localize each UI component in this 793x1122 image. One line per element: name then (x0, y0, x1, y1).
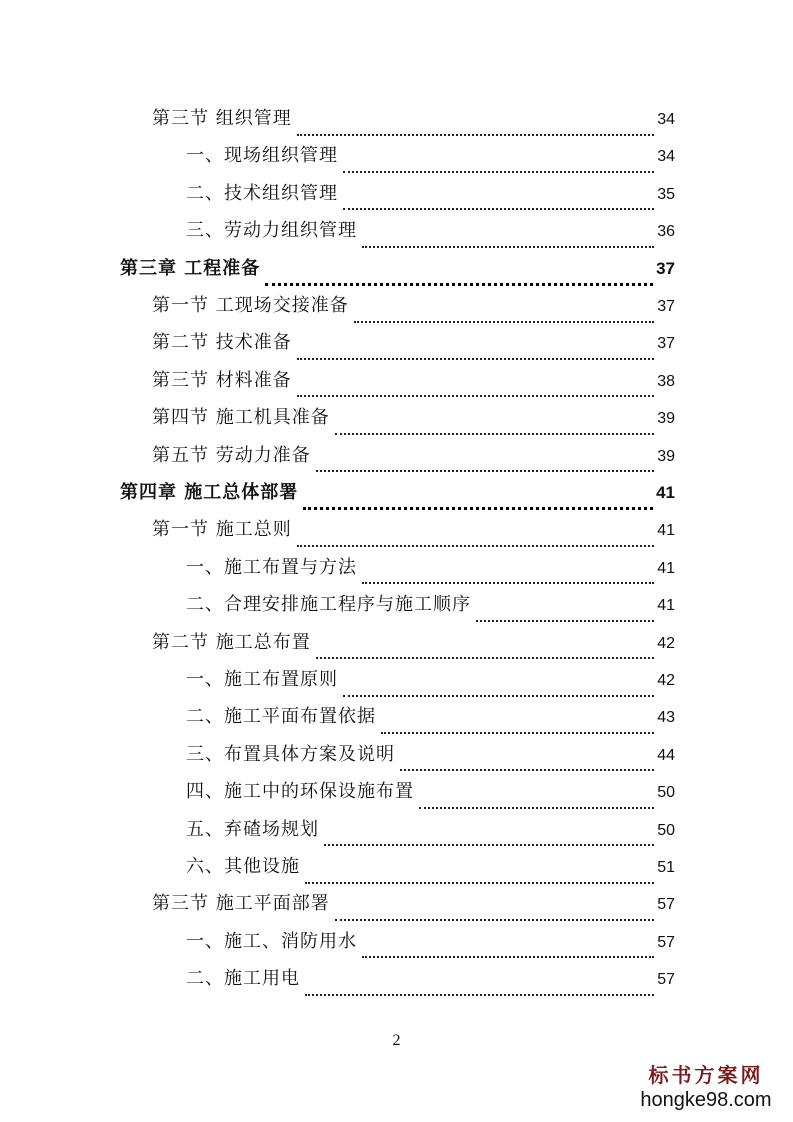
toc-entry-page: 39 (657, 410, 675, 428)
page-number: 2 (392, 1032, 401, 1049)
toc-entry[interactable] (186, 549, 675, 586)
toc-entry-page: 35 (657, 185, 675, 203)
toc-entry[interactable] (120, 474, 675, 511)
toc-entry-label: 一、现场组织管理 (186, 145, 338, 167)
toc-leader-dots (400, 749, 654, 771)
toc-entry-page: 57 (657, 933, 675, 951)
toc-entry-label: 第四节 施工机具准备 (152, 407, 330, 429)
toc-entry-page: 57 (657, 896, 675, 914)
toc-entry-label: 四、施工中的环保设施布置 (186, 781, 414, 803)
toc-leader-dots (419, 787, 654, 809)
toc-leader-dots (316, 637, 654, 659)
watermark-logo (631, 1062, 781, 1112)
watermark-name: 标书方案网 (648, 1063, 764, 1087)
toc-entry-label: 六、其他设施 (186, 856, 300, 877)
toc-entry[interactable] (186, 960, 675, 997)
toc-entry-label: 二、技术组织管理 (186, 182, 338, 204)
toc-leader-dots (343, 675, 654, 697)
watermark-url: hongke98.com (640, 1089, 772, 1111)
toc-entry[interactable] (152, 399, 675, 436)
toc-entry[interactable] (186, 137, 675, 174)
toc-leader-dots (305, 862, 654, 884)
toc-entry[interactable] (152, 885, 675, 922)
toc-leader-dots (305, 974, 654, 996)
toc-entry-page: 42 (657, 634, 675, 652)
toc-entry[interactable] (186, 661, 675, 698)
toc-entry[interactable] (186, 923, 675, 960)
toc-leader-dots (265, 263, 653, 286)
toc-entry-page: 41 (657, 597, 675, 615)
toc-entry[interactable] (186, 736, 675, 773)
toc-leader-dots (476, 600, 654, 622)
toc-entry[interactable] (186, 848, 675, 885)
toc-entry[interactable] (186, 773, 675, 810)
toc-entry-page: 34 (657, 148, 675, 166)
toc-entry[interactable] (120, 250, 675, 287)
toc-entry-label: 一、施工布置与方法 (186, 556, 357, 578)
toc-entry-page: 43 (657, 709, 675, 727)
toc-entry[interactable] (186, 212, 675, 249)
toc-entry[interactable] (186, 586, 675, 623)
toc-entry-label: 三、布置具体方案及说明 (186, 743, 395, 765)
toc-entry-page: 41 (657, 559, 675, 577)
toc-leader-dots (362, 562, 654, 584)
toc-leader-dots (381, 712, 654, 734)
toc-entry-label: 第三节 组织管理 (152, 108, 292, 129)
toc-entry[interactable] (152, 624, 675, 661)
toc-entry-page: 37 (656, 258, 675, 278)
toc-entry-page: 42 (657, 672, 675, 689)
toc-leader-dots (343, 188, 654, 210)
toc-entry-page: 44 (657, 746, 675, 764)
toc-leader-dots (335, 899, 654, 921)
toc-leader-dots (297, 525, 654, 547)
toc-leader-dots (297, 114, 654, 136)
toc-leader-dots (335, 413, 654, 435)
toc-entry-label: 第二节 施工总布置 (152, 631, 311, 653)
toc-entry-page: 51 (657, 859, 675, 876)
toc-entry[interactable] (152, 511, 675, 548)
toc-entry-page: 50 (657, 784, 675, 802)
toc-entry[interactable] (186, 698, 675, 735)
toc-entry-page: 41 (656, 483, 675, 502)
toc-leader-dots (362, 226, 654, 248)
toc-entry-label: 第四章 施工总体部署 (120, 482, 299, 503)
toc-entry-label: 三、劳动力组织管理 (186, 220, 357, 242)
toc-leader-dots (297, 338, 654, 360)
toc-entry[interactable] (186, 175, 675, 212)
toc-entry-label: 第一节 施工总则 (152, 519, 292, 541)
toc-leader-dots (324, 824, 654, 846)
toc-entry-page: 39 (657, 447, 675, 465)
toc-entry-page: 38 (657, 372, 675, 390)
toc-entry[interactable] (186, 811, 675, 848)
toc-entry[interactable] (152, 437, 675, 474)
toc-entry-label: 二、合理安排施工程序与施工顺序 (186, 594, 471, 616)
toc-leader-dots (297, 375, 654, 397)
toc-entry[interactable] (152, 362, 675, 399)
toc-entry-page: 37 (657, 298, 675, 315)
toc-entry[interactable] (152, 324, 675, 361)
toc-entry[interactable] (152, 100, 675, 137)
toc-entry-label: 第三节 材料准备 (152, 369, 292, 391)
toc-entry-page: 50 (657, 821, 675, 839)
toc-entry-label: 一、施工、消防用水 (186, 930, 357, 952)
toc-entry-label: 第一节 工现场交接准备 (152, 295, 349, 316)
toc-leader-dots (343, 151, 654, 173)
toc-entry-page: 36 (657, 223, 675, 241)
toc-entry-page: 34 (657, 111, 675, 128)
toc-entry-label: 第五节 劳动力准备 (152, 444, 311, 466)
toc-leader-dots (316, 450, 654, 472)
toc-entry-label: 一、施工布置原则 (186, 669, 338, 690)
toc-entry-label: 第二节 技术准备 (152, 332, 292, 354)
toc-entry-label: 二、施工平面布置依据 (186, 706, 376, 728)
toc-entry[interactable] (152, 287, 675, 324)
toc-entry-page: 41 (657, 522, 675, 540)
toc-entry-page: 57 (657, 971, 675, 989)
toc-leader-dots (362, 936, 654, 958)
toc-leader-dots (354, 301, 654, 323)
toc-leader-dots (303, 487, 653, 510)
toc-entry-label: 二、施工用电 (186, 968, 300, 990)
toc-entry-page: 37 (657, 335, 675, 353)
toc-entry-label: 第三节 施工平面部署 (152, 893, 330, 915)
toc-entry-label: 第三章 工程准备 (120, 257, 261, 279)
toc-entry-label: 五、弃碴场规划 (186, 818, 319, 840)
